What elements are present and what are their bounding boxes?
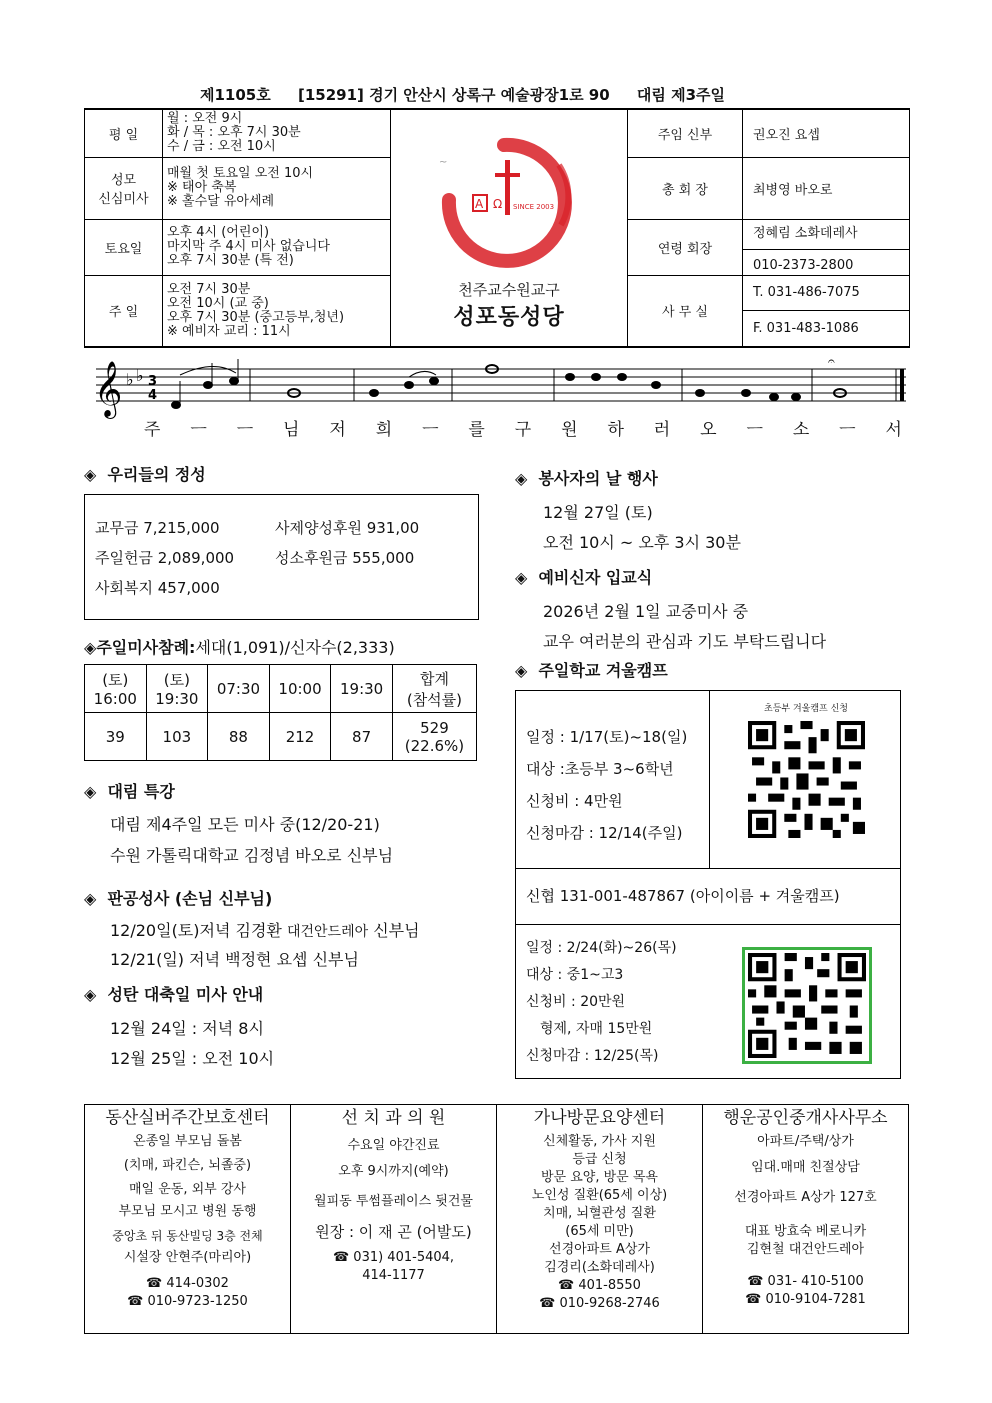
youth-contact: 정혜림 소화데레사 010-2373-2800 [743, 219, 910, 275]
camp-box [515, 690, 901, 1079]
mary-mass-label: 성모 신심미사 [85, 157, 163, 219]
offering-box: 교무금 7,215,000 사제양성후원 931,00 주일헌금 2,089,000 성소후원금 555,000 사회복지 457,000 [84, 494, 479, 620]
volunteer-title: ◈ 봉사자의 날 행사 [515, 469, 658, 488]
catechumen-title: ◈ 예비신자 입교식 [515, 568, 653, 587]
svg-text:~: ~ [439, 157, 448, 168]
ad-dental: 선 치 과 의 원 수요일 야간진료 오후 9시까지(예약) 월피동 투썸플레이스 뒷건물 원장 : 이 재 곤 (어발도) ☎ 031) 401-5404, 414-1177 [291, 1105, 497, 1333]
confession-line-1: 12/20일(토)저녁 김경환 대건안드레아 신부님 [110, 921, 420, 940]
svg-text:𝄞: 𝄞 [94, 361, 123, 417]
svg-text:3: 3 [148, 374, 158, 389]
offering-title: ◈ 우리들의 정성 [84, 465, 206, 484]
mary-mass-times: 매월 첫 토요일 오전 10시 ※ 태아 축복 ※ 홀수달 유아세례 [163, 157, 391, 219]
weekday-label: 평 일 [85, 109, 163, 157]
pastor-name: 권오진 요셉 [743, 109, 910, 157]
president-name: 최병영 바오로 [743, 157, 910, 219]
parish-logo [391, 109, 628, 347]
attendance-title: ◈주일미사참례:세대(1,091)/신자수(2,333) [84, 638, 395, 657]
ad-realtor: 행운공인중개사사무소 아파트/주택/상가 임대.매매 친절상담 선경아파트 A상가 127호 대표 방효숙 베로니카 김현철 대건안드레아 ☎ 031- 410-5100 ☎ 010-9104-7281 [723, 1108, 888, 1307]
qr-code-icon [748, 953, 866, 1058]
advent-line-2: 수원 가톨릭대학교 김정념 바오로 신부님 [110, 846, 394, 865]
middle-qr-icon[interactable] [742, 947, 872, 1064]
ad-care-center: 가나방문요양센터 신체활동, 가사 지원 등급 신청 방문 요양, 방문 목욕 노인성 질환(65세 이상) 치매, 뇌혈관성 질환 (65세 미만) 선경아파트 A상가 김경리(소화데레사) ☎ 401-8550 ☎ 010-9268-2746 [497, 1105, 703, 1333]
christmas-line-1: 12월 24일 : 저녁 8시 [110, 1019, 264, 1038]
president-label: 총 회 장 [628, 157, 743, 219]
saturday-times: 오후 4시 (어린이) 마지막 주 4시 미사 없습니다 오후 7시 30분 (특 전) [163, 219, 391, 275]
confession-title: ◈ 판공성사 (손님 신부님) [84, 889, 273, 908]
music-staff [84, 355, 910, 440]
parish-name: 성포동성당 [453, 305, 565, 330]
issue-number: 제1105호 [200, 86, 271, 104]
office-label: 사 무 실 [628, 275, 743, 347]
svg-text:Ω: Ω [493, 197, 503, 211]
attendance-table: (토) 16:00 (토) 19:30 07:30 10:00 19:30 합계 (참석률) 39 103 88 212 87 529 (22.6%) [84, 664, 477, 761]
advent-title: ◈ 대림 특강 [84, 782, 175, 801]
qr-code-icon [748, 721, 865, 838]
logo-icon [409, 125, 609, 275]
catechumen-line-1: 2026년 2월 1일 교중미사 중 [543, 602, 749, 621]
info-table [84, 108, 910, 348]
camp-title: ◈ 주일학교 겨울캠프 [515, 661, 668, 680]
office-contact: T. 031-486-7075 F. 031-483-1086 [743, 275, 910, 347]
bulletin-header [200, 84, 747, 105]
ad-dongsan: 동산실버주간보호센터 온종일 부모님 돌봄 (치매, 파킨슨, 뇌졸중) 매일 운동, 외부 강사 부모님 모시고 병원 동행 중앙초 뒤 동산빌딩 3층 전체 시설장 안현주(마리아) ☎ 414-0302 ☎ 010-9723-1250 [85, 1105, 291, 1333]
elementary-qr-icon[interactable] [748, 721, 865, 838]
christmas-line-2: 12월 25일 : 오전 10시 [110, 1049, 275, 1068]
weekday-times: 월 : 오전 9시 화 / 목 : 오후 7시 30분 수 / 금 : 오전 10시 [163, 109, 391, 157]
bank-account: 신협 131-001-487867 (아이이름 + 겨울캠프) [526, 887, 840, 905]
volunteer-line-1: 12월 27일 (토) [543, 503, 653, 522]
volunteer-line-2: 오전 10시 ~ 오후 3시 30분 [543, 533, 741, 552]
pastor-label: 주임 신부 [628, 109, 743, 157]
catechumen-line-2: 교우 여러분의 관심과 기도 부탁드립니다 [543, 632, 827, 651]
qr-caption: 초등부 겨울캠프 신청 [764, 704, 848, 714]
saturday-label: 토요일 [85, 219, 163, 275]
svg-text:SINCE 2003: SINCE 2003 [513, 203, 555, 211]
advent-line-1: 대림 제4주일 모든 미사 중(12/20-21) [110, 815, 380, 834]
address: [15291] 경기 안산시 상록구 예술광장1로 90 [297, 86, 610, 104]
youth-label: 연령 회장 [628, 219, 743, 275]
liturgical-week: 대림 제3주일 [636, 86, 726, 104]
sunday-times: 오전 7시 30분 오전 10시 (교 중) 오후 7시 30분 (중고등부,청년) ※ 예비자 교리 : 11시 [163, 275, 391, 347]
svg-text:𝄐: 𝄐 [828, 355, 835, 368]
svg-text:4: 4 [148, 388, 158, 403]
middle-camp-info: 일정 : 2/24(화)~26(목) 대상 : 중1~고3 신청비 : 20만원 형제, 자매 15만원 신청마감 : 12/25(목) [526, 940, 677, 1064]
sunday-label: 주 일 [85, 275, 163, 347]
elementary-camp-info: 일정 : 1/17(토)~18(일) 대상 :초등부 3~6학년 신청비 : 4만원 신청마감 : 12/14(주일) [526, 728, 688, 842]
christmas-title: ◈ 성탄 대축일 미사 안내 [84, 985, 264, 1004]
confession-line-2: 12/21(일) 저녁 백정현 요셉 신부님 [110, 950, 359, 969]
svg-text:A: A [475, 197, 484, 211]
svg-text:♭: ♭ [136, 366, 144, 385]
svg-text:♭: ♭ [126, 370, 134, 389]
diocese-name: 천주교수원교구 [458, 281, 560, 299]
lyrics: 주 ㅡ ㅡ 님 저 희 ㅡ 를 구 원 하 러 오 ㅡ 소 ㅡ 서 [144, 420, 904, 440]
ads-section [84, 1104, 909, 1334]
